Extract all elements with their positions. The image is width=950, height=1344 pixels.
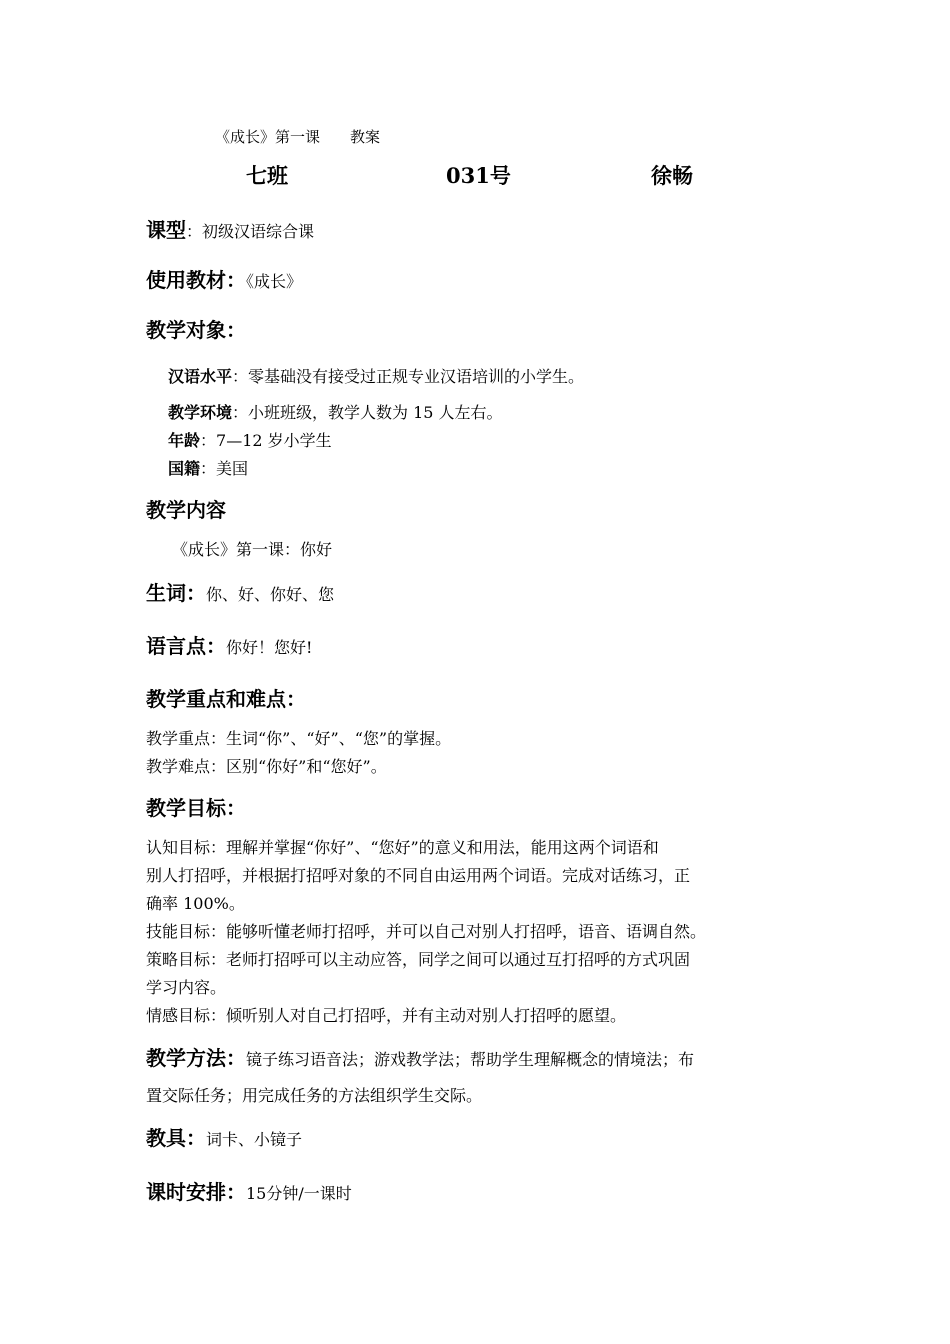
vocabulary-label: 生词： <box>146 581 206 605</box>
age-row <box>168 428 332 451</box>
teaching-focus: 教学重点：生词“你”、“好”、“您”的掌握。 <box>146 729 452 748</box>
key-points-heading: 教学重点和难点： <box>146 687 306 711</box>
environment-value: ：小班班级，教学人数为 15 人左右。 <box>232 403 503 422</box>
tools-row <box>146 1122 302 1151</box>
schedule-row <box>146 1176 352 1205</box>
methods-label: 教学方法： <box>146 1046 246 1070</box>
textbook-value: 《成长》 <box>246 272 303 291</box>
schedule-value: 15分钟/一课时 <box>246 1184 352 1203</box>
chinese-level-label: 汉语水平 <box>168 367 233 386</box>
methods-value: 镜子练习语音法；游戏教学法；帮助学生理解概念的情境法；布 <box>246 1050 695 1069</box>
methods-row <box>146 1042 694 1071</box>
nationality-value: ：美国 <box>200 459 249 478</box>
objectives-heading: 教学目标： <box>146 796 246 820</box>
vocabulary-value: 你、好、你好、您 <box>206 585 335 604</box>
objective-line: 别人打招呼，并根据打招呼对象的不同自由运用两个词语。完成对话练习，正 <box>146 866 691 885</box>
schedule-label: 课时安排： <box>146 1180 246 1204</box>
language-point-value: 你好！您好! <box>226 638 313 657</box>
objective-line: 认知目标：理解并掌握“你好”、“您好”的意义和用法，能用这两个词语和 <box>146 838 659 857</box>
class-name: 七班 <box>246 163 288 188</box>
nationality-label: 国籍 <box>168 459 201 478</box>
lesson-type-value: ：初级汉语综合课 <box>186 222 315 241</box>
age-value: ：7—12 岁小学生 <box>200 431 332 450</box>
teaching-difficulty: 教学难点：区别“你好”和“您好”。 <box>146 757 387 776</box>
environment-label: 教学环境 <box>168 403 233 422</box>
lesson-type-label: 课型 <box>146 218 186 242</box>
student-number: 031号 <box>446 163 511 188</box>
language-point-row <box>146 630 312 659</box>
content-value: 《成长》第一课：你好 <box>172 540 333 559</box>
lesson-type-row <box>146 214 314 243</box>
chinese-level-value: ：零基础没有接受过正规专业汉语培训的小学生。 <box>232 367 585 386</box>
target-heading: 教学对象： <box>146 318 246 342</box>
author-name: 徐畅 <box>651 163 693 188</box>
tools-value: 词卡、小镜子 <box>206 1130 303 1149</box>
textbook-row <box>146 264 302 293</box>
vocabulary-row <box>146 577 334 606</box>
methods-value-continued: 置交际任务；用完成任务的方法组织学生交际。 <box>146 1086 483 1105</box>
tools-label: 教具： <box>146 1126 206 1150</box>
environment-row <box>168 400 503 423</box>
chinese-level-row <box>168 364 584 387</box>
textbook-label: 使用教材： <box>146 268 246 292</box>
objective-line: 确率 100%。 <box>146 894 245 913</box>
document-title: 《成长》第一课 教案 <box>215 128 381 146</box>
objective-line: 技能目标：能够听懂老师打招呼，并可以自己对别人打招呼，语音、语调自然。 <box>146 922 707 941</box>
objective-line: 情感目标：倾听别人对自己打招呼，并有主动对别人打招呼的愿望。 <box>146 1006 627 1025</box>
language-point-label: 语言点： <box>146 634 226 658</box>
content-heading: 教学内容 <box>146 498 226 522</box>
nationality-row <box>168 456 248 479</box>
objective-line: 策略目标：老师打招呼可以主动应答，同学之间可以通过互打招呼的方式巩固 <box>146 950 691 969</box>
objective-line: 学习内容。 <box>146 978 227 997</box>
age-label: 年龄 <box>168 431 201 450</box>
